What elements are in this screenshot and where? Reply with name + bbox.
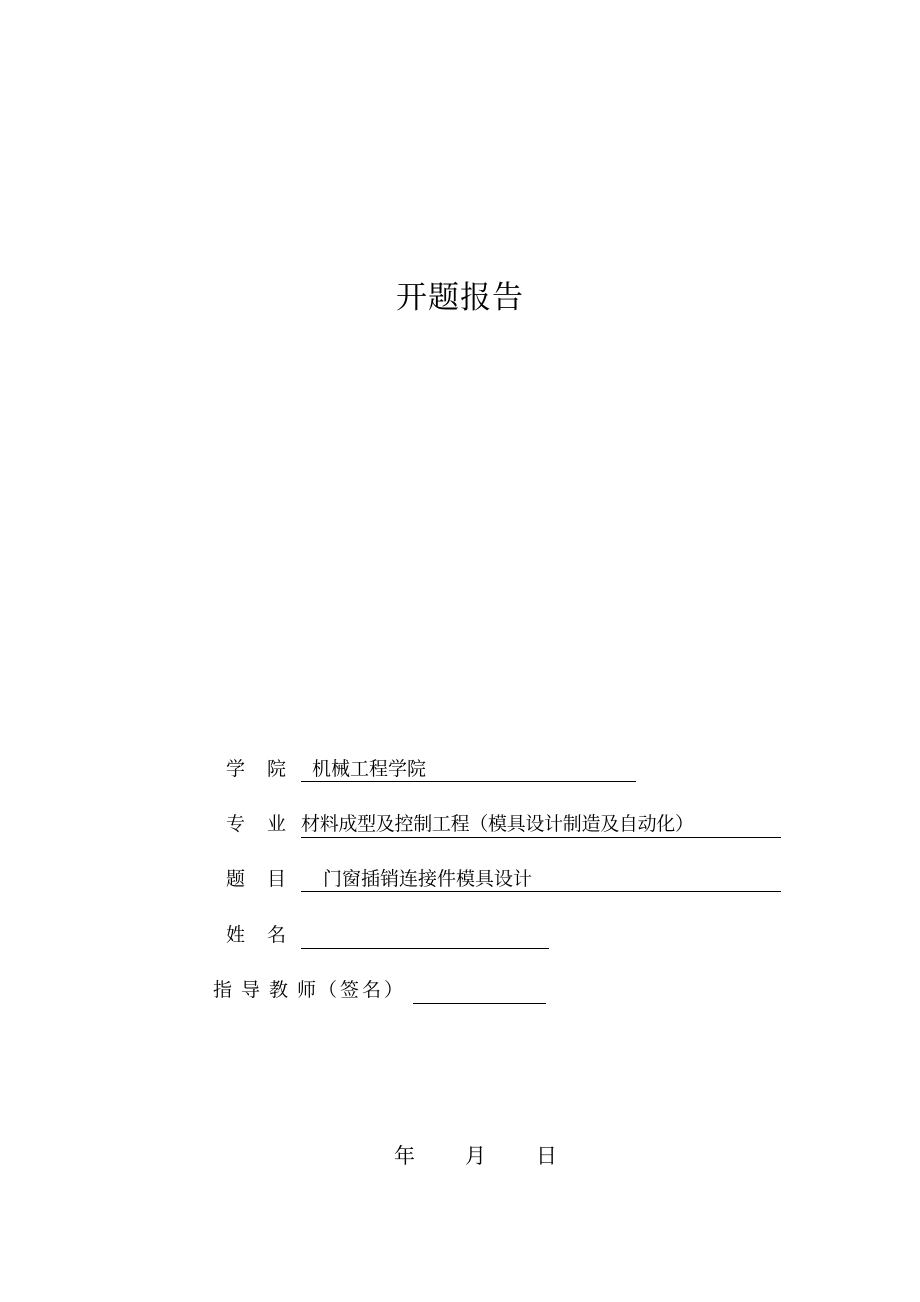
advisor-signature-hint: （签名）	[318, 979, 407, 1001]
advisor-field	[413, 977, 546, 1004]
major-label: 专业	[226, 813, 309, 835]
date-day-label: 日	[536, 1144, 557, 1168]
date-year-label: 年	[394, 1144, 415, 1168]
topic-field: 门窗插销连接件模具设计	[301, 866, 781, 892]
page-title: 开题报告	[396, 280, 524, 316]
advisor-label: 指导教师	[213, 979, 326, 1001]
name-field	[301, 922, 549, 949]
college-field: 机械工程学院	[301, 756, 636, 782]
date-month-label: 月	[465, 1144, 486, 1168]
topic-label: 题目	[226, 868, 309, 890]
name-label: 姓名	[226, 924, 309, 946]
college-label: 学院	[226, 758, 309, 780]
major-field: 材料成型及控制工程（模具设计制造及自动化）	[301, 811, 781, 838]
